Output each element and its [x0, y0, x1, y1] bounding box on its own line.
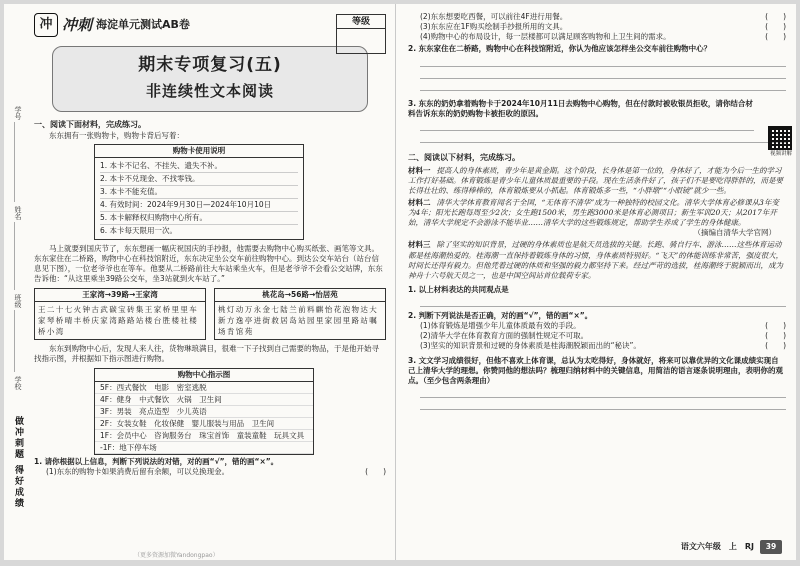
page-number: 39: [760, 540, 782, 554]
sub-question-text: (2)清华大学在体育教育方面的强制性规定不可取。: [420, 331, 589, 341]
bus-routes: [34, 288, 386, 340]
intro-text: 东东拥有一张购物卡，购物卡背后写着：: [49, 130, 184, 140]
sub-question: [408, 331, 786, 341]
guide-row: 2F：女装女鞋 化妆保健 婴儿服装与用品 卫生间: [95, 418, 313, 430]
student-id-label: 学号: [14, 106, 22, 120]
name-label: 姓名: [14, 206, 22, 220]
route-56-box: [214, 288, 386, 340]
route-39-box: [34, 288, 206, 340]
grade-box: [336, 14, 386, 54]
sub-question: [408, 321, 786, 331]
material-label: 材料一: [408, 165, 431, 175]
page-footer: [681, 540, 782, 554]
answer-line[interactable]: [420, 386, 786, 398]
grade-label: 等级: [337, 15, 385, 29]
mall-guide-box: [94, 368, 314, 455]
card-rules-list: [95, 158, 303, 239]
material-text: 清华大学体育教育闻名于全国，“无体育不清华”成为一种独特的校园文化。清华大学体育必修课从3年变为4年；阳光长跑每周至少2次；女生跑1500米，男生跑3000米是体育必测项目；新生军训20天；从2017年开始，清华大学规定不会游泳不能毕业……清华大学的这些锻炼规定，帮助学生养成了学生的身体健康。: [408, 197, 779, 228]
material-label: 材料二: [408, 197, 431, 207]
material-text: 除了坚实的知识背景，过硬的身体素质也是航天员选拔的关键。长跑、骑自行车、游泳……这些体育运动都是桂海潮热爱的。桂海潮一直保持着锻炼身体的习惯，身体素质特别好。“飞天”的体能训练非常苦，强度很大，时间长还得有毅力。但他凭着过硬的体质和坚强的毅力都坚持下来。经过严苛的选拔，桂海潮终于脱颖而出，成为神舟十六号航天员之一，也是中国空间站首位载荷专家。: [408, 240, 784, 280]
brand-logo: 冲: [34, 13, 58, 37]
subject-label: 语文六年级 上 RJ: [680, 541, 754, 551]
route-56-title: 桃花岛→56路→怡居苑: [215, 289, 385, 302]
sub-question: [408, 22, 786, 32]
question-p2: 2. 判断下列说法是否正确，对的画“√”，错的画“×”。: [408, 311, 593, 321]
answer-paren[interactable]: ( ): [765, 341, 786, 351]
watermark: （更多资源加微Yandongpao）: [134, 552, 219, 559]
section-heading: 二、阅读以下材料，完成练习。: [408, 152, 520, 162]
right-page: [396, 4, 796, 560]
answer-paren[interactable]: ( ): [765, 331, 786, 341]
left-page: [4, 4, 396, 560]
answer-paren[interactable]: ( ): [765, 12, 786, 21]
divider: [14, 310, 15, 372]
card-rule: 3. 本卡不能充值。: [100, 186, 298, 199]
answer-paren[interactable]: ( ): [765, 32, 786, 42]
answer-line[interactable]: [420, 79, 786, 91]
material-source: （摘编自清华大学官网）: [693, 228, 776, 238]
sub-question-text: (1)东东的购物卡如果消费后留有余额，可以兑换现金。: [46, 467, 230, 477]
sub-question-text: (3)东东应在1F购买绘制手抄报所用的文具。: [420, 22, 568, 32]
class-label: 班级: [14, 294, 22, 308]
sub-question-text: (3)坚实的知识背景和过硬的身体素质是桂海潮脱颖而出的“秘诀”。: [420, 341, 641, 351]
right-content: [408, 12, 786, 410]
worksheet-spread: [4, 4, 796, 560]
answer-paren[interactable]: ( ): [365, 467, 386, 477]
answer-line[interactable]: [420, 398, 786, 410]
route-56-stops: 桃灯动万永金七陆兰前料麒怡花泡物达大新方逸亭进街救居岛站园里家园里路站嘱场肯馆苑: [218, 304, 379, 336]
material-1: [408, 166, 786, 196]
guide-row: 1F：会员中心 咨询服务台 珠宝首饰 童装童鞋 玩具文具: [95, 430, 313, 442]
answer-line[interactable]: [420, 295, 786, 307]
sub-question: [34, 467, 386, 477]
question-2: 2. 东东家住在二桥路，购物中心在科技馆附近，你认为他应该怎样坐公交车前往购物中心？: [408, 44, 712, 54]
card-rule: 1. 本卡不记名、不挂失、遗失不补。: [100, 160, 298, 173]
sub-question-text: (2)东东想要吃西餐，可以前往4F进行用餐。: [420, 12, 568, 21]
answer-line[interactable]: [420, 55, 786, 67]
card-rule: 2. 本卡不兑现金、不找零钱。: [100, 173, 298, 186]
route-39-title: 王家湾→39路→王家湾: [35, 289, 205, 302]
card-rule: 6. 本卡每天限用一次。: [100, 226, 178, 236]
brand-name: 冲刺: [62, 15, 93, 34]
material-label: 材料三: [408, 240, 431, 250]
story-paragraph: 马上就要到国庆节了，东东想画一幅庆祝国庆的手抄报，他需要去购物中心购买纸张、画笔等文具。东东家住在二桥路，购物中心在科技馆附近，东东决定坐公交车前往购物中心。到达公交车站台（站台信息见下图），一位老爷爷也在等车。他要从二桥路前往大车站乘坐火车，但是老爷爷不会看公交站牌，东东告诉他：“从这里乘坐39路公交车，坐3站就到火车站了。”: [34, 244, 383, 284]
answer-line[interactable]: [420, 119, 754, 131]
brand-header: [34, 12, 386, 38]
sub-question: [408, 32, 786, 42]
qr-code-icon[interactable]: [768, 126, 792, 150]
info-strip: [4, 4, 30, 560]
sub-question: [408, 12, 786, 22]
card-rule: 5. 本卡解释权归购物中心所有。: [100, 212, 298, 225]
school-label: 学校: [14, 376, 22, 390]
divider: [14, 222, 15, 290]
guide-row: 4F：健身 中式餐饮 火锅 卫生间: [95, 394, 313, 406]
answer-line[interactable]: [420, 131, 786, 143]
material-text: 提高人的身体素质，青少年是黄金期。这个阶段，长身体是第一位的，身体好了，才能为今后一生的学习工作打好基础。体育锻炼是青少年儿童体质最重要的手段。现在生活条件好了，孩子们不是要吃得胖胖的，而是要长得壮壮的、练得棒棒的，体育锻炼要从小抓起。体育锻炼多一些，“小胖墩”“小眼镜”就少一些。: [408, 165, 783, 195]
guide-row: 3F：男装 亮点造型 少儿英语: [95, 406, 313, 418]
answer-paren[interactable]: ( ): [765, 321, 786, 331]
page-title: 期末专项复习(五): [138, 55, 282, 75]
card-rules-title: 购物卡使用说明: [95, 145, 303, 158]
sub-question-text: (1)体育锻炼是增强少年儿童体质最有效的手段。: [420, 321, 581, 331]
qr-caption: 视频讲解: [769, 151, 792, 157]
question-3: 3. 东东的奶奶拿着购物卡于2024年10月11日去购物中心购物，但在付款时被收银员拒收，请你结合材料告诉东东的奶奶购物卡被拒收的原因。: [408, 98, 753, 118]
card-rules-box: [94, 144, 304, 240]
question-1: 1. 请你根据以上信息，判断下列说法的对错，对的画“√”，错的画“×”。: [34, 457, 279, 467]
card-rule: 4. 有效时间：2024年9月30日—2024年10月10日: [100, 199, 298, 212]
divider: [14, 122, 15, 202]
slogan: 做冲刺题 得好成绩: [13, 416, 23, 510]
series-name: 海淀单元测试AB卷: [96, 17, 190, 31]
title-banner: [52, 46, 368, 112]
qr-code[interactable]: [768, 126, 794, 158]
sub-question: [408, 341, 786, 351]
material-3: [408, 240, 786, 281]
sub-question-text: (4)购物中心的布局设计，每一层楼都可以满足顾客购物和上卫生间的需求。: [420, 32, 671, 42]
route-39-stops: 王二十七火钟古武碳宝砖集王家桥里里车家琴桥晴丰桥庆家湾路路站楼台胜楼社楼桥小湾: [38, 304, 199, 336]
story-paragraph: 东东到购物中心后，发现人来人往，货物琳琅满目，很难一下子找到自己需要的物品，于是他开始寻找指示图，并根据如下指示图进行购物。: [34, 343, 379, 363]
guide-row: -1F：地下停车场: [95, 442, 313, 454]
guide-row: 5F：西式餐饮 电影 密室逃脱: [95, 382, 313, 394]
left-content: [34, 12, 386, 477]
answer-paren[interactable]: ( ): [765, 22, 786, 32]
question-p3: 3. 文文学习成绩很好，但他不喜欢上体育课，总认为太吃得好，身体就好，将来可以靠优异的文化课成绩实现自己上清华大学的理想。你赞同他的想法吗？梳理归纳材料中的关键信息，用简洁的语言逐条说明理由，表明你的观点。（至少包含两条理由）: [408, 355, 783, 385]
section-heading: 一、阅读下面材料，完成练习。: [34, 120, 146, 129]
question-p1: 1. 以上材料表达的共同观点是: [408, 284, 509, 294]
material-2: [408, 198, 786, 228]
page-subtitle: 非连续性文本阅读: [145, 81, 274, 100]
mall-guide-title: 购物中心指示图: [95, 369, 313, 382]
answer-line[interactable]: [420, 67, 786, 79]
